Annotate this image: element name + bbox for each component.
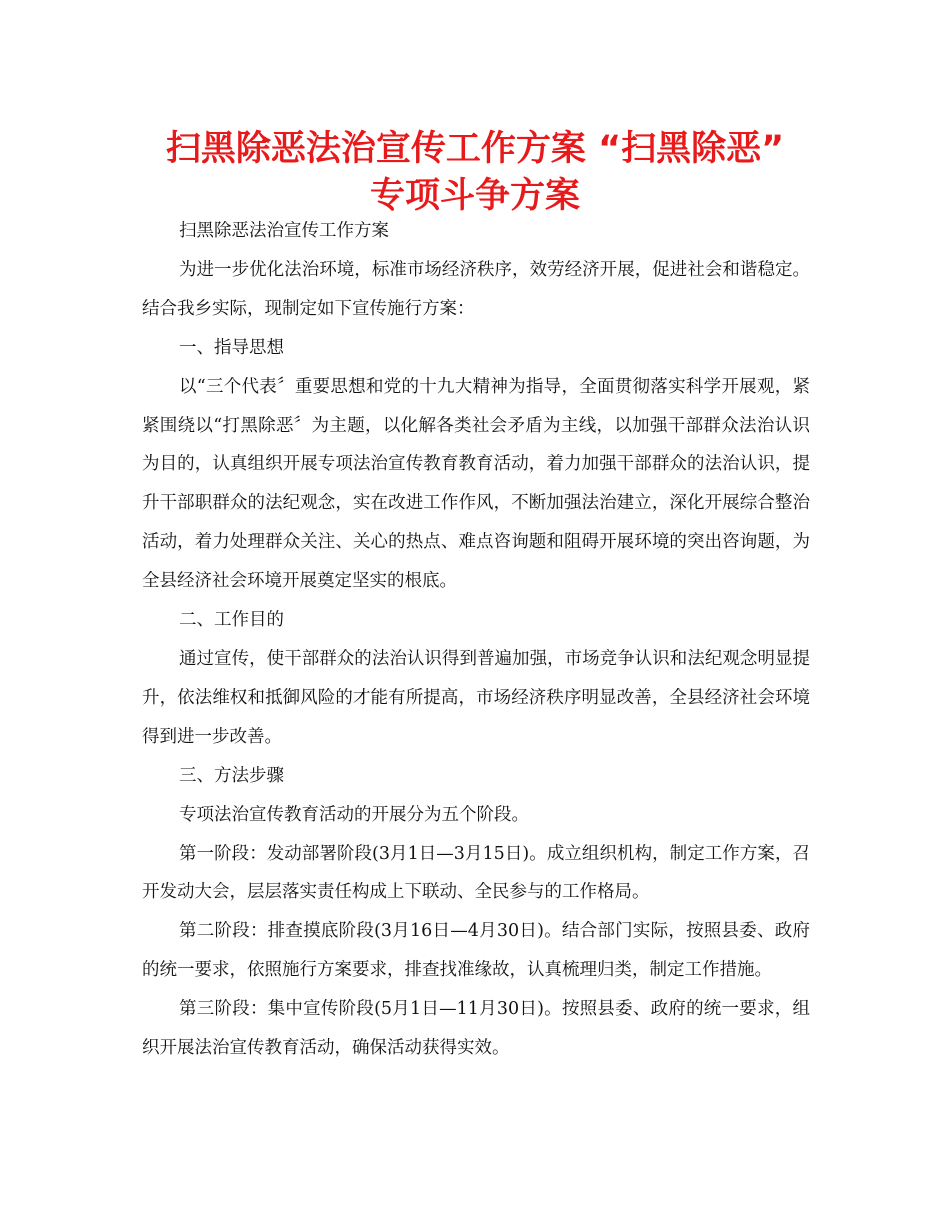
- paragraph-stage-1: 第一阶段：发动部署阶段(3月1日—3月15日)。成立组织机构，制定工作方案，召开发动大会，层层落实责任构成上下联动、全民参与的工作格局。: [142, 843, 810, 903]
- paragraph-work-goals: 通过宣传，使干部群众的法治认识得到普遍加强，市场竞争认识和法纪观念明显提升，依法维权和抵御风险的才能有所提高，市场经济秩序明显改善，全县经济社会环境得到进一步改善。: [142, 648, 810, 747]
- paragraph-doc-heading: 扫黑除恶法治宣传工作方案: [179, 221, 389, 241]
- title-line-1: 扫黑除恶法治宣传工作方案 “扫黑除恶”: [165, 129, 785, 169]
- paragraph-stage-2: 第二阶段：排查摸底阶段(3月16日—4月30日)。结合部门实际，按照县委、政府的统一要求，依照施行方案要求，排查找准缘故，认真梳理归类，制定工作措施。: [142, 921, 810, 981]
- paragraph-stages-overview: 专项法治宣传教育活动的开展分为五个阶段。: [179, 804, 529, 825]
- document-body: [142, 212, 810, 1068]
- document-title: [120, 126, 830, 220]
- section-heading-methods-steps: 三、方法步骤: [179, 765, 284, 786]
- section-heading-work-goals: 二、工作目的: [179, 610, 284, 631]
- section-heading-guiding-ideology: 一、指导思想: [179, 337, 284, 358]
- paragraph-stage-3: 第三阶段：集中宣传阶段(5月1日—11月30日)。按照县委、政府的统一要求，组织开展法治宣传教育活动，确保活动获得实效。: [142, 999, 810, 1059]
- paragraph-guiding-ideology: 以“三个代表〞重要思想和党的十九大精神为指导，全面贯彻落实科学开展观，紧紧围绕以“打黑除恶〞为主题，以化解各类社会矛盾为主线，以加强干部群众法治认识为目的，认真组织开展专项法治宣传教育教育活动，着力加强干部群众的法治认识，提升干部职群众的法纪观念，实在改进工作作风，不断加强法治建立，深化开展综合整治活动，着力处理群众关注、关心的热点、难点咨询题和阻碍开展环境的突出咨询题，为全县经济社会环境开展奠定坚实的根底。: [142, 376, 810, 592]
- title-line-2: 专项斗争方案: [369, 176, 580, 216]
- paragraph-intro: 为进一步优化法治环境，标准市场经济秩序，效劳经济开展，促进社会和谐稳定。结合我乡实际，现制定如下宣传施行方案：: [142, 259, 810, 319]
